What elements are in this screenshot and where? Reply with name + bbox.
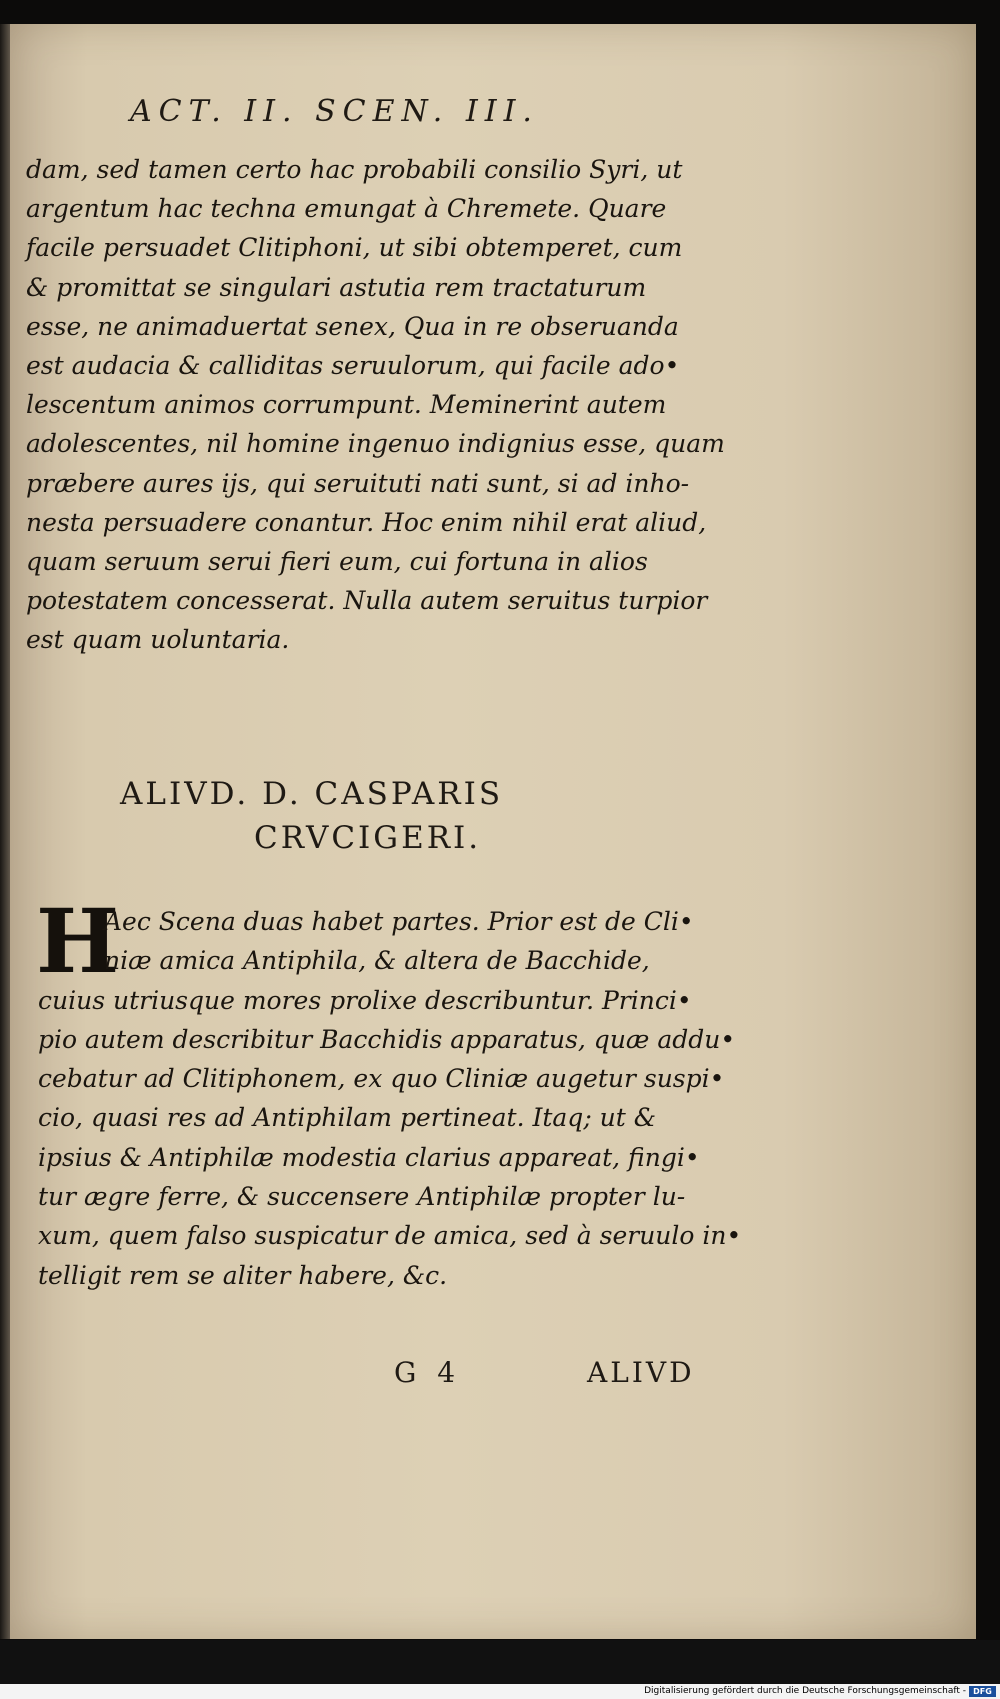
commentary-text [36,889,742,1295]
section-title [120,772,640,860]
drop-capital: H [36,889,120,993]
text-line: esse, ne animaduertat senex, Qua in re obseruanda [26,311,679,341]
text-line: cuius utriusque mores prolixe describuntur. Princi• [38,985,692,1015]
dfg-logo-icon: DFG [969,1686,996,1697]
text-line: nesta persuadere conantur. Hoc enim nihil erat aliud, [26,507,707,537]
section-title-line: ALIVD. D. CASPARIS [120,776,504,812]
text-line: adolescentes, nil homine ingenuo indignius esse, quam [26,429,725,459]
text-line: pio autem describitur Bacchidis apparatus, quæ addu• [38,1024,736,1054]
catchword: ALIVD [587,1356,695,1389]
text-line: argentum hac techna emungat à Chremete. Quare [26,194,667,224]
text-line: dam, sed tamen certo hac probabili consilio Syri, ut [26,155,683,184]
text-line: præbere aures ijs, qui seruituti nati sunt, si ad inho- [26,468,690,498]
text-line: Aec Scena duas habet partes. Prior est de Cli• [104,907,694,936]
footer-bar [0,1684,1000,1699]
scan-border [0,1640,1000,1684]
text-line: xum, quem falso suspicatur de amica, sed à seruulo in• [38,1221,742,1251]
text-line: niæ amica Antiphila, & altera de Bacchide, [104,946,650,976]
signature-mark: G 4 [394,1356,462,1389]
text-line: telligit rem se aliter habere, &c. [38,1260,448,1290]
text-line: tur ægre ferre, & succensere Antiphilæ propter lu- [38,1182,686,1212]
footer-credit: Digitalisierung gefördert durch die Deutsche Forschungsgemeinschaft - [644,1686,966,1696]
body-text [26,150,726,660]
section-title-line: CRVCIGERI. [254,820,482,856]
text-line: facile persuadet Clitiphoni, ut sibi obtemperet, cum [26,233,683,263]
text-line: potestatem concesserat. Nulla autem seruitus turpior [26,586,708,616]
text-line: est audacia & calliditas seruulorum, qui facile ado• [26,351,680,381]
text-line: & promittat se singulari astutia rem tractaturum [26,272,647,302]
text-line: ipsius & Antiphilæ modestia clarius appareat, fingi• [38,1142,700,1172]
text-line: cio, quasi res ad Antiphilam pertineat. Itaq; ut & [38,1103,657,1133]
running-head: ACT. II. SCEN. III. [130,94,539,129]
text-line: cebatur ad Clitiphonem, ex quo Cliniæ augetur suspi• [38,1064,725,1094]
text-line: est quam uoluntaria. [26,625,290,655]
text-line: lescentum animos corrumpunt. Meminerint autem [26,390,667,420]
text-line: quam seruum serui fieri eum, cui fortuna in alios [26,547,648,577]
